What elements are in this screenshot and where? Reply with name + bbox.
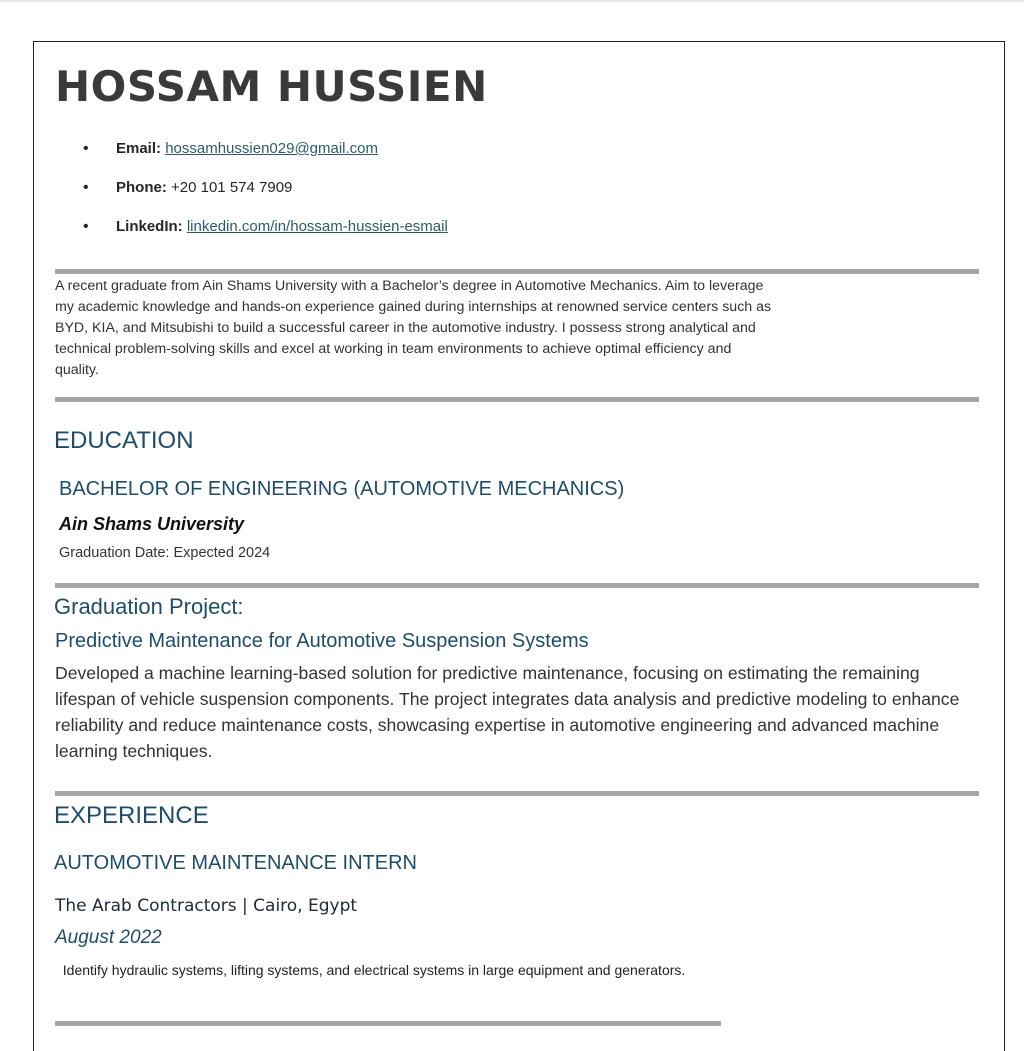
resume-page xyxy=(33,41,1005,1051)
project-title: Predictive Maintenance for Automotive Suspension Systems xyxy=(55,630,589,652)
job-duty-text: Identify hydraulic systems, lifting systems, and electrical systems in large equipment and generators. xyxy=(62,962,686,978)
divider xyxy=(55,791,979,796)
school-name: Ain Shams University xyxy=(59,514,245,534)
viewer-top-edge xyxy=(0,0,1024,2)
contact-label: LinkedIn: xyxy=(116,218,183,235)
divider xyxy=(55,397,979,402)
job-duty xyxy=(55,960,695,981)
bullet-icon: • xyxy=(83,179,89,196)
linkedin-link[interactable]: linkedin.com/in/hossam-hussien-esmail xyxy=(186,218,448,235)
contact-label: Phone: xyxy=(116,179,167,196)
project-description: Developed a machine learning-based solution for predictive maintenance, focusing on estimating the remaining lifespan of vehicle suspension components. The project integrates data analysis and predictive modeling to enhance reliability and reduce maintenance costs, showcasing expertise in automotive engineering and advanced machine learning techniques. xyxy=(55,663,960,761)
candidate-name: HOSSAM HUSSIEN xyxy=(55,62,488,111)
bullet-icon: • xyxy=(83,218,89,235)
company-location: The Arab Contractors | Cairo, Egypt xyxy=(55,896,358,916)
phone-value: +20 101 574 7909 xyxy=(171,179,293,196)
bullet-icon: • xyxy=(83,140,89,157)
profile-summary: A recent graduate from Ain Shams University with a Bachelor’s degree in Automotive Mechanics. Aim to leverage my academic knowledge and hands-on experience gained during internships at renowned service centers such as BYD, KIA, and Mitsubishi to build a successful career in the automotive industry. I possess strong analytical and technical problem-solving skills and excel at working in team environments to achieve optimal efficiency and quality. xyxy=(55,278,772,378)
divider xyxy=(55,583,979,588)
divider xyxy=(55,269,979,274)
education-heading: EDUCATION xyxy=(54,427,194,454)
job-date: August 2022 xyxy=(55,927,162,948)
graduation-date: Graduation Date: Expected 2024 xyxy=(59,545,271,561)
job-role: AUTOMOTIVE MAINTENANCE INTERN xyxy=(54,852,417,874)
divider xyxy=(55,1021,721,1026)
project-heading: Graduation Project: xyxy=(54,594,244,619)
experience-heading: EXPERIENCE xyxy=(54,802,209,829)
degree-title: BACHELOR OF ENGINEERING (AUTOMOTIVE MECHANICS) xyxy=(59,478,625,500)
contact-label: Email: xyxy=(116,140,162,157)
email-link[interactable]: hossamhussien029@gmail.com xyxy=(165,140,379,157)
